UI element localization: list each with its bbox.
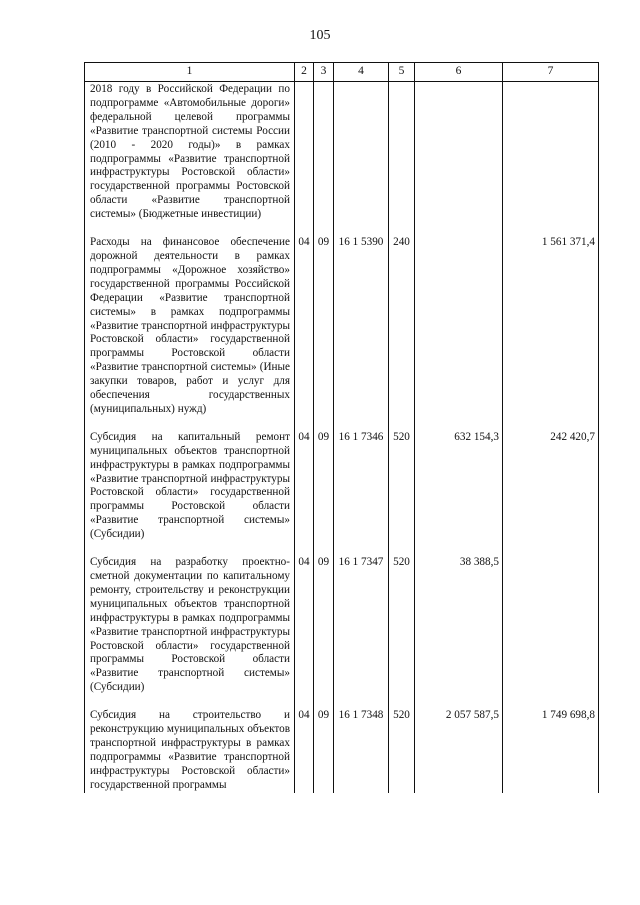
row-expense-type-code: 520 [389, 431, 415, 556]
row-description: Расходы на финансовое обеспечение дорожной деятельности в рамках подпрограммы «Дорожное хозяйство» государственной программы Российской Федерации «Развитие транспортной системы» в рамках подпрограммы «Развитие транспортной инфраструктуры Ростовской области» государственной программы Ростовской области «Развитие транспортной системы» (Иные закупки товаров, работ и услуг для обеспечения государственных (муниципальных) нужд) [85, 236, 295, 431]
row-subsection-code: 09 [314, 431, 334, 556]
table-row [85, 236, 599, 431]
column-header-4: 4 [334, 63, 389, 82]
column-header-5: 5 [389, 63, 415, 82]
table-row [85, 431, 599, 556]
table-row [85, 709, 599, 792]
row-amount-col7 [503, 556, 599, 709]
row-expense-type-code: 520 [389, 556, 415, 709]
row-expense-type-code: 240 [389, 236, 415, 431]
row-amount-col6: 2 057 587,5 [415, 709, 503, 792]
table-header-row [85, 63, 599, 82]
row-section-code: 04 [295, 709, 314, 792]
page-number: 105 [309, 28, 331, 43]
row-description: Субсидия на капитальный ремонт муниципальных объектов транспортной инфраструктуры в рамках подпрограммы «Развитие транспортной инфраструктуры Ростовской области» государственной программы Ростовской области «Развитие транспортной системы» (Субсидии) [85, 431, 295, 556]
row-amount-col7: 1 749 698,8 [503, 709, 599, 792]
column-header-2: 2 [295, 63, 314, 82]
table-row [85, 82, 599, 237]
row-subsection-code: 09 [314, 236, 334, 431]
row-target-code: 16 1 7348 [334, 709, 389, 792]
row-target-code: 16 1 5390 [334, 236, 389, 431]
row-expense-type-code: 520 [389, 709, 415, 792]
row-target-code: 16 1 7347 [334, 556, 389, 709]
budget-table [84, 62, 599, 793]
row-description: Субсидия на строительство и реконструкцию муниципальных объектов транспортной инфраструктуры в рамках подпрограммы «Развитие транспортной инфраструктуры Ростовской области» государственной программы [85, 709, 295, 792]
column-header-1: 1 [85, 63, 295, 82]
column-header-6: 6 [415, 63, 503, 82]
row-section-code: 04 [295, 556, 314, 709]
row-amount-col6 [415, 236, 503, 431]
row-section-code: 04 [295, 431, 314, 556]
column-header-3: 3 [314, 63, 334, 82]
row-description: Субсидия на разработку проектно-сметной документации по капитальному ремонту, строительству и реконструкции муниципальных объектов транспортной инфраструктуры в рамках подпрограммы «Развитие транспортной инфраструктуры Ростовской области» государственной программы Ростовской области «Развитие транспортной системы» (Субсидии) [85, 556, 295, 709]
row-section-code: 04 [295, 236, 314, 431]
row-subsection-code: 09 [314, 709, 334, 792]
row-amount-col7: 1 561 371,4 [503, 236, 599, 431]
row-amount-col7: 242 420,7 [503, 431, 599, 556]
row-expense-type-code [389, 82, 415, 237]
row-subsection-code: 09 [314, 556, 334, 709]
row-target-code [334, 82, 389, 237]
column-header-7: 7 [503, 63, 599, 82]
row-subsection-code [314, 82, 334, 237]
row-amount-col6: 632 154,3 [415, 431, 503, 556]
row-section-code [295, 82, 314, 237]
row-description: 2018 году в Российской Федерации по подпрограмме «Автомобильные дороги» федеральной целевой программы «Развитие транспортной системы России (2010 - 2020 годы)» в рамках подпрограммы «Развитие транспортной инфраструктуры Ростовской области» государственной программы Ростовской области «Развитие транспортной системы» (Бюджетные инвестиции) [85, 82, 295, 237]
table-row [85, 556, 599, 709]
row-amount-col6: 38 388,5 [415, 556, 503, 709]
row-amount-col6 [415, 82, 503, 237]
row-target-code: 16 1 7346 [334, 431, 389, 556]
row-amount-col7 [503, 82, 599, 237]
